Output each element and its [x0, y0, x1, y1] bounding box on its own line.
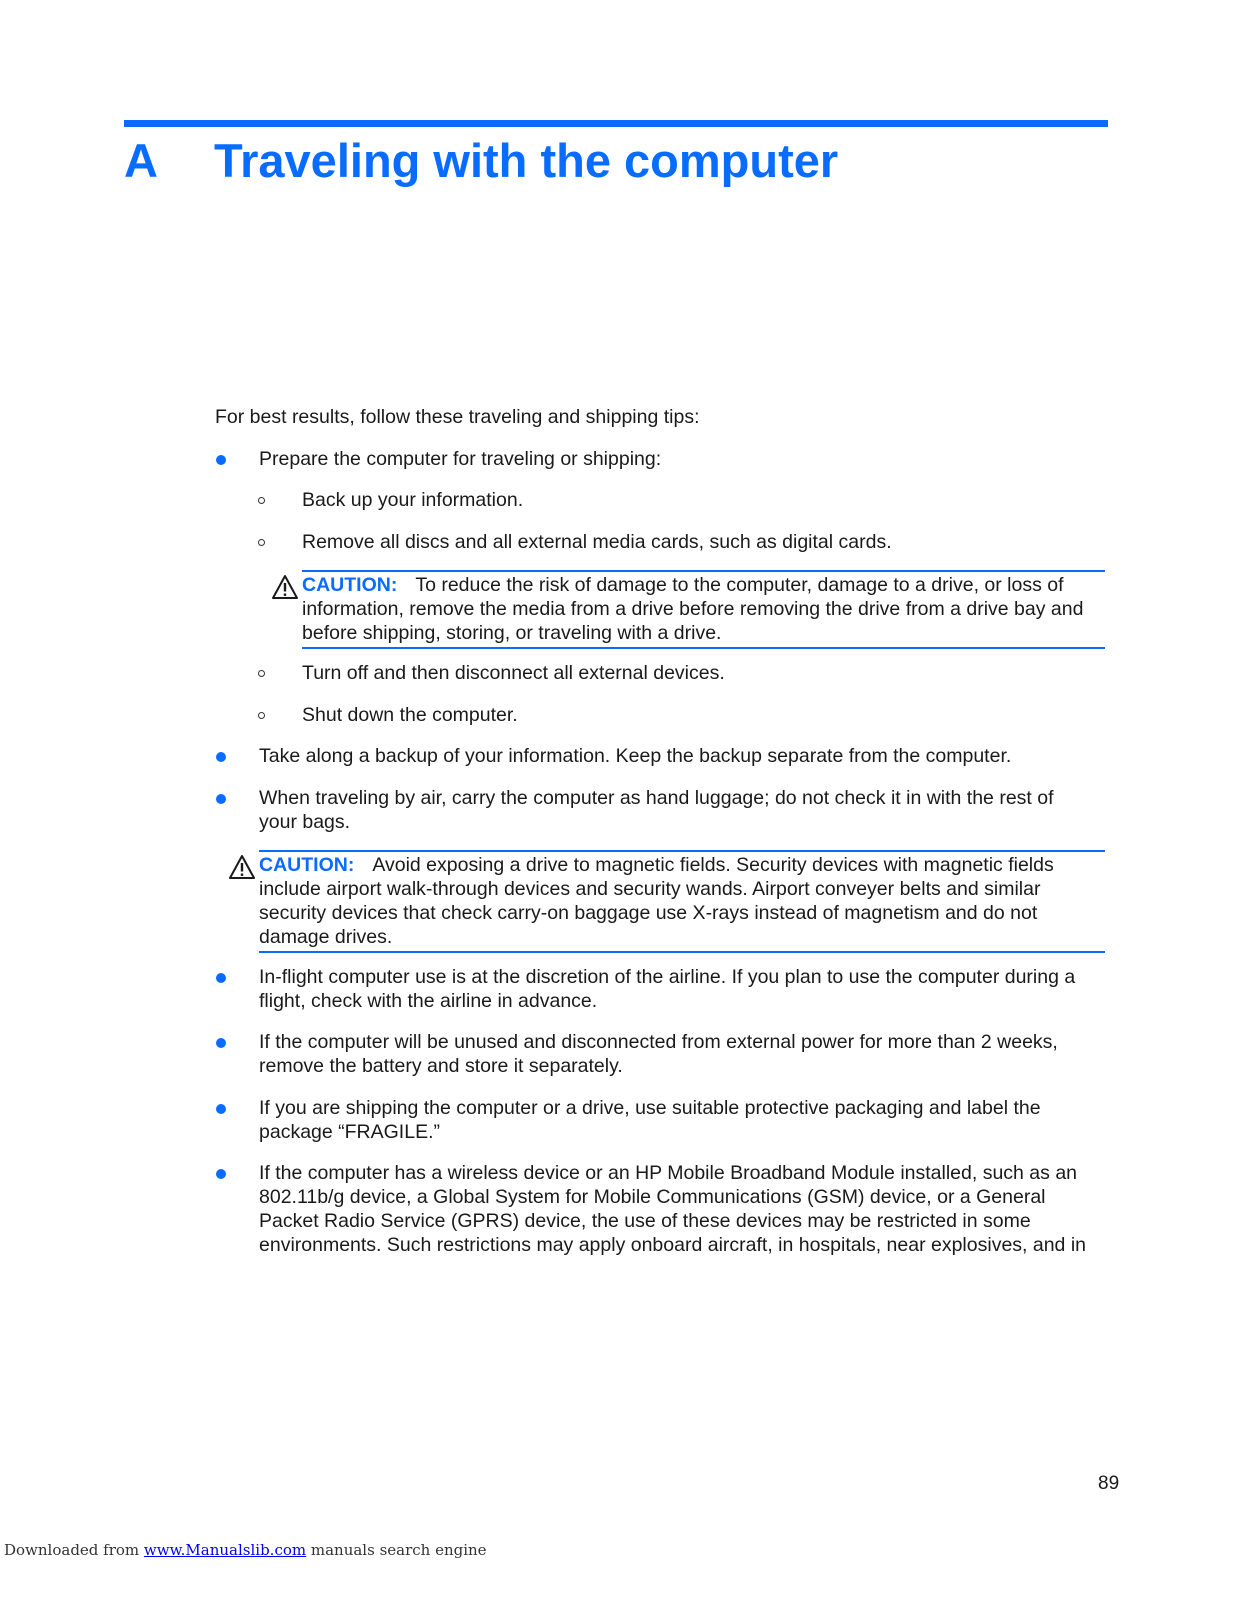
bullet-dot	[216, 794, 226, 804]
chapter-letter: A	[124, 134, 158, 187]
list-item: In-flight computer use is at the discretion of the airline. If you plan to use the computer during a flight, check with the airline in advance.	[259, 966, 1076, 1012]
sub-bullet-dot	[258, 497, 265, 504]
bullet-dot	[216, 1169, 226, 1179]
caution-label: CAUTION:	[259, 854, 355, 876]
list-item: Prepare the computer for traveling or shipping:	[259, 448, 662, 470]
list-item: If you are shipping the computer or a drive, use suitable protective packaging and label the package “FRAGILE.”	[259, 1097, 1041, 1143]
caution-label: CAUTION:	[302, 574, 398, 596]
page-title	[124, 130, 838, 192]
sub-bullet-dot	[258, 670, 265, 677]
caution-box	[302, 570, 1105, 649]
chapter-rule	[124, 120, 1108, 127]
page-number: 89	[1098, 1473, 1120, 1494]
list-item: If the computer will be unused and disconnected from external power for more than 2 weeks, remove the battery and store it separately.	[259, 1031, 1058, 1077]
list-item: If the computer has a wireless device or an HP Mobile Broadband Module installed, such as an 802.11b/g device, a Global System for Mobile Communications (GSM) device, or a General Packet Radio Service (GPRS) device, the use of these devices may be restricted in some environments. Such restrictions may apply onboard aircraft, in hospitals, near explosives, and in	[259, 1162, 1086, 1256]
sub-bullet-dot	[258, 539, 265, 546]
list-item: When traveling by air, carry the computer as hand luggage; do not check it in with the rest of your bags.	[259, 787, 1054, 833]
sub-list-item: Remove all discs and all external media cards, such as digital cards.	[302, 531, 892, 553]
bullet-dot	[216, 455, 226, 465]
sub-list-item: Turn off and then disconnect all external devices.	[302, 662, 725, 684]
bullet-dot	[216, 752, 226, 762]
manualslib-link[interactable]: www.Manualslib.com	[143, 1541, 307, 1559]
footer-prefix: Downloaded from	[4, 1541, 144, 1559]
download-footer	[4, 1541, 487, 1559]
caution-text: Avoid exposing a drive to magnetic fields. Security devices with magnetic fields include airport walk-through devices and security wands. Airport conveyer belts and similar security devices that check carry-on baggage use X-rays instead of magnetism and do not damage drives.	[259, 854, 1054, 948]
sub-list-item: Shut down the computer.	[302, 704, 518, 726]
caution-box	[259, 850, 1105, 953]
bullet-dot	[216, 1038, 226, 1048]
intro-text: For best results, follow these traveling and shipping tips:	[215, 406, 700, 428]
sub-list-item: Back up your information.	[302, 489, 524, 511]
caution-text: To reduce the risk of damage to the computer, damage to a drive, or loss of information, remove the media from a drive before removing the drive from a drive bay and before shipping, storing, or traveling with a drive.	[302, 574, 1084, 644]
sub-bullet-dot	[258, 712, 265, 719]
list-item: Take along a backup of your information. Keep the backup separate from the computer.	[259, 745, 1012, 767]
chapter-title-text: Traveling with the computer	[214, 134, 839, 187]
bullet-dot	[216, 973, 226, 983]
bullet-dot	[216, 1104, 226, 1114]
warning-triangle-icon	[228, 854, 256, 880]
footer-suffix: manuals search engine	[306, 1541, 487, 1559]
warning-triangle-icon	[271, 574, 299, 600]
